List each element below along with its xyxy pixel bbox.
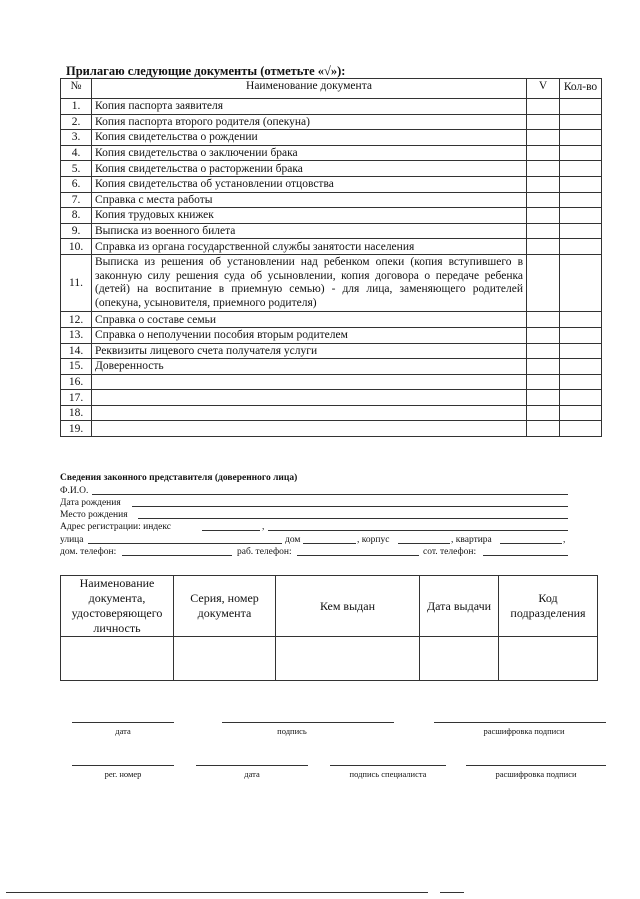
row-document-name: Копия паспорта второго родителя (опекуна) [92, 114, 527, 130]
apartment-label: , квартира [451, 535, 492, 545]
apartment-field[interactable] [500, 543, 562, 544]
row-qty-cell[interactable] [560, 208, 602, 224]
row-qty-cell[interactable] [560, 161, 602, 177]
col-header-name: Наименование документа [92, 79, 527, 99]
house-field[interactable] [303, 543, 356, 544]
mobile-phone-field[interactable] [483, 555, 568, 556]
col-header-num: № [61, 79, 92, 99]
id-cell-issued-by[interactable] [276, 637, 420, 681]
mobile-phone-label: сот. телефон: [423, 547, 477, 557]
table-row [61, 114, 602, 130]
building-field[interactable] [398, 543, 450, 544]
row-check-cell[interactable] [527, 374, 560, 390]
table-row [61, 405, 602, 421]
row-check-cell[interactable] [527, 312, 560, 328]
row-number: 3. [61, 130, 92, 146]
home-phone-field[interactable] [122, 555, 232, 556]
id-header-issued-by: Кем выдан [276, 576, 420, 637]
row-check-cell[interactable] [527, 359, 560, 375]
table-row [61, 254, 602, 311]
birth-date-label: Дата рождения [60, 498, 121, 508]
row-check-cell[interactable] [527, 161, 560, 177]
row-check-cell[interactable] [527, 99, 560, 115]
row-number: 19. [61, 421, 92, 437]
id-cell-division-code[interactable] [499, 637, 598, 681]
id-cell-doc-name[interactable] [61, 637, 174, 681]
row-qty-cell[interactable] [560, 327, 602, 343]
work-phone-field[interactable] [297, 555, 419, 556]
id-header-issue-date: Дата выдачи [420, 576, 499, 637]
house-label: дом [285, 535, 301, 545]
page-heading: Прилагаю следующие документы (отметьте «√»): [66, 64, 346, 78]
row-check-cell[interactable] [527, 145, 560, 161]
row-document-name: Копия свидетельства о расторжении брака [92, 161, 527, 177]
row-check-cell[interactable] [527, 130, 560, 146]
row-qty-cell[interactable] [560, 343, 602, 359]
sig2-specialist-label: подпись специалиста [349, 769, 427, 779]
row-number: 17. [61, 390, 92, 406]
row-number: 13. [61, 327, 92, 343]
row-qty-cell[interactable] [560, 421, 602, 437]
phone-row [60, 545, 568, 557]
row-document-name: Выписка из решения об установлении над ребенком опеки (копия вступившего в законную силу решения суда об усыновлении, копия договора о передаче ребенка (детей) на воспитание в приемную семью) - для лица, заменяющего родителей (опекуна, усыновителя, приемного родителя) [92, 254, 527, 311]
row-document-name: Справка о неполучении пособия вторым родителем [92, 327, 527, 343]
birth-place-field[interactable] [138, 518, 568, 519]
row-qty-cell[interactable] [560, 374, 602, 390]
row-number: 16. [61, 374, 92, 390]
row-number: 10. [61, 239, 92, 255]
table-row [61, 374, 602, 390]
row-number: 2. [61, 114, 92, 130]
fio-label: Ф.И.О. [60, 486, 89, 496]
postcode-field[interactable] [202, 530, 260, 531]
sig2-date-line[interactable] [196, 765, 308, 766]
row-document-name: Копия свидетельства об установлении отцовства [92, 176, 527, 192]
row-check-cell[interactable] [527, 390, 560, 406]
row-document-name: Справка с места работы [92, 192, 527, 208]
sig1-signature-label: подпись [277, 726, 307, 736]
row-document-name: Справка о составе семьи [92, 312, 527, 328]
birth-date-field[interactable] [132, 506, 568, 507]
table-row [61, 161, 602, 177]
sig2-specialist-line[interactable] [330, 765, 446, 766]
row-document-name: Копия трудовых книжек [92, 208, 527, 224]
building-label: , корпус [357, 535, 390, 545]
identity-document-table [60, 575, 598, 681]
bottom-line-right [440, 892, 464, 893]
bottom-line-left [6, 892, 428, 893]
address-row: Адрес регистрации: индекс , [60, 520, 568, 532]
documents-table [60, 78, 602, 437]
row-qty-cell[interactable] [560, 223, 602, 239]
row-check-cell[interactable] [527, 239, 560, 255]
birth-place-row [60, 508, 568, 520]
row-qty-cell[interactable] [560, 99, 602, 115]
row-number: 14. [61, 343, 92, 359]
row-qty-cell[interactable] [560, 145, 602, 161]
sig2-decode-label: расшифровка подписи [495, 769, 577, 779]
table-row [61, 208, 602, 224]
row-document-name [92, 405, 527, 421]
row-check-cell[interactable] [527, 343, 560, 359]
id-header-doc-name: Наименование документа, удостоверяющего личность [61, 576, 174, 637]
table-row [61, 359, 602, 375]
representative-title: Сведения законного представителя (доверенного лица) [60, 473, 298, 483]
street-label: улица [60, 535, 84, 545]
row-document-name [92, 421, 527, 437]
sig2-date-label: дата [244, 769, 260, 779]
row-document-name: Доверенность [92, 359, 527, 375]
table-row [61, 312, 602, 328]
table-row [61, 99, 602, 115]
row-qty-cell[interactable] [560, 114, 602, 130]
row-number: 18. [61, 405, 92, 421]
sig1-date-line[interactable] [72, 722, 174, 723]
birth-date-row [60, 496, 568, 508]
sig2-reg-number-line[interactable] [72, 765, 174, 766]
table-row [61, 223, 602, 239]
row-document-name: Копия свидетельства о рождении [92, 130, 527, 146]
row-qty-cell[interactable] [560, 359, 602, 375]
row-check-cell[interactable] [527, 327, 560, 343]
row-check-cell[interactable] [527, 254, 560, 311]
row-number: 12. [61, 312, 92, 328]
row-check-cell[interactable] [527, 114, 560, 130]
sig2-reg-number-label: рег. номер [104, 769, 142, 779]
row-number: 5. [61, 161, 92, 177]
table-row [61, 421, 602, 437]
sig1-decode-line[interactable] [434, 722, 606, 723]
row-check-cell[interactable] [527, 192, 560, 208]
row-document-name [92, 390, 527, 406]
street-row: улица дом , корпус , квартира , [60, 535, 566, 545]
table-row [61, 145, 602, 161]
fio-field[interactable] [92, 494, 568, 495]
row-number: 7. [61, 192, 92, 208]
fio-row [60, 484, 568, 496]
sig1-date-label: дата [115, 726, 131, 736]
id-cell-issue-date[interactable] [420, 637, 499, 681]
address-field[interactable] [268, 530, 568, 531]
id-header-series-number: Серия, номер документа [174, 576, 276, 637]
row-qty-cell[interactable] [560, 254, 602, 311]
row-number: 6. [61, 176, 92, 192]
row-document-name: Выписка из военного билета [92, 223, 527, 239]
table-row [61, 343, 602, 359]
sig2-decode-line[interactable] [466, 765, 606, 766]
row-check-cell[interactable] [527, 208, 560, 224]
row-qty-cell[interactable] [560, 130, 602, 146]
row-number: 9. [61, 223, 92, 239]
row-check-cell[interactable] [527, 421, 560, 437]
table-row [61, 130, 602, 146]
table-row [61, 239, 602, 255]
row-document-name: Реквизиты лицевого счета получателя услуги [92, 343, 527, 359]
row-document-name [92, 374, 527, 390]
row-number: 1. [61, 99, 92, 115]
col-header-check: V [527, 79, 560, 99]
work-phone-label: раб. телефон: [237, 547, 292, 557]
id-header-division-code: Код подразделения [499, 576, 598, 637]
table-row [61, 176, 602, 192]
row-number: 15. [61, 359, 92, 375]
row-check-cell[interactable] [527, 405, 560, 421]
address-label: Адрес регистрации: индекс [60, 522, 171, 532]
table-row [61, 390, 602, 406]
row-qty-cell[interactable] [560, 176, 602, 192]
id-cell-series-number[interactable] [174, 637, 276, 681]
row-qty-cell[interactable] [560, 405, 602, 421]
table-row [61, 327, 602, 343]
row-qty-cell[interactable] [560, 192, 602, 208]
street-field[interactable] [88, 543, 282, 544]
table-row [61, 192, 602, 208]
row-number: 8. [61, 208, 92, 224]
row-qty-cell[interactable] [560, 239, 602, 255]
sig1-decode-label: расшифровка подписи [483, 726, 565, 736]
birth-place-label: Место рождения [60, 510, 128, 520]
col-header-qty: Кол-во [560, 79, 602, 99]
row-check-cell[interactable] [527, 223, 560, 239]
row-qty-cell[interactable] [560, 390, 602, 406]
row-number: 4. [61, 145, 92, 161]
row-document-name: Копия паспорта заявителя [92, 99, 527, 115]
row-document-name: Копия свидетельства о заключении брака [92, 145, 527, 161]
home-phone-label: дом. телефон: [60, 547, 117, 557]
row-document-name: Справка из органа государственной службы занятости населения [92, 239, 527, 255]
sig1-signature-line[interactable] [222, 722, 394, 723]
row-number: 11. [61, 254, 92, 311]
row-qty-cell[interactable] [560, 312, 602, 328]
row-check-cell[interactable] [527, 176, 560, 192]
